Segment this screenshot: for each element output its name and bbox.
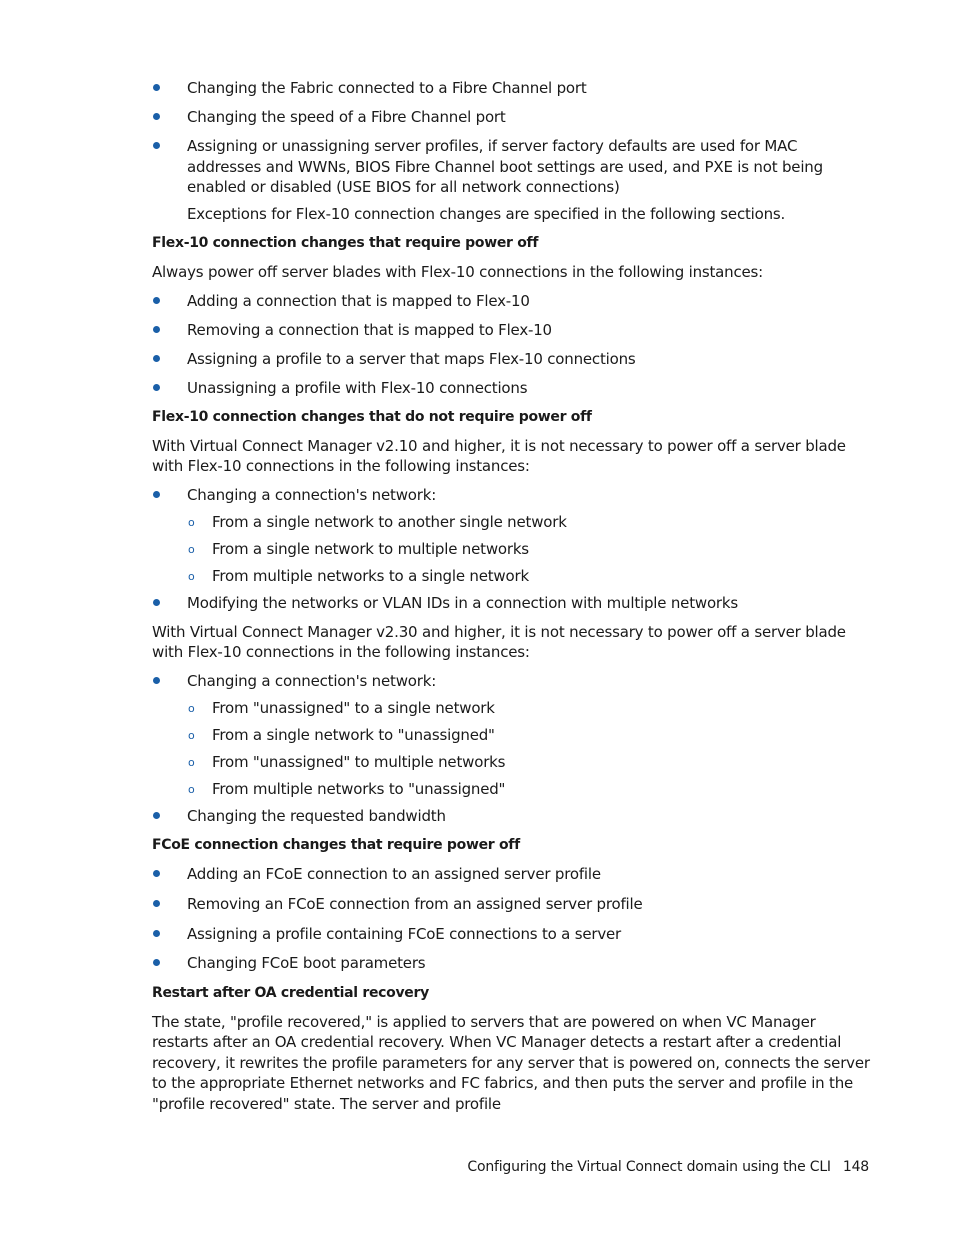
- sub-list-item: o From multiple networks to "unassigned": [152, 779, 872, 800]
- sub-list-item: o From a single network to multiple networks: [152, 539, 872, 560]
- sub-list-item: o From "unassigned" to a single network: [152, 698, 872, 719]
- list-item: Changing the requested bandwidth: [152, 806, 872, 827]
- section-heading: Flex-10 connection changes that require power off: [152, 234, 539, 251]
- sub-list-item: o From "unassigned" to multiple networks: [152, 752, 872, 773]
- paragraph: With Virtual Connect Manager v2.10 and higher, it is not necessary to power off a server blade with Flex-10 connections in the following instances:: [152, 436, 846, 475]
- list-item: Changing a connection's network:: [152, 671, 872, 692]
- sub-list-item: o From a single network to another single network: [152, 512, 872, 533]
- list-item: Changing the Fabric connected to a Fibre Channel port: [152, 78, 872, 99]
- paragraph: Always power off server blades with Flex-10 connections in the following instances:: [152, 262, 764, 281]
- list-item: Adding an FCoE connection to an assigned server profile: [152, 864, 872, 885]
- list-item: Removing an FCoE connection from an assigned server profile: [152, 894, 872, 915]
- list-item: Assigning or unassigning server profiles, if server factory defaults are used for MAC addresses and WWNs, BIOS Fibre Channel boot settings are used, and PXE is not being enabled or disabled (USE BIOS for all network connections): [152, 136, 872, 198]
- sub-list-item: o From a single network to "unassigned": [152, 725, 872, 746]
- sub-list-item: o From multiple networks to a single network: [152, 566, 872, 587]
- section-heading: Restart after OA credential recovery: [152, 984, 429, 1001]
- list-item: Unassigning a profile with Flex-10 connections: [152, 378, 872, 399]
- list-item: Changing FCoE boot parameters: [152, 953, 872, 974]
- list-item: Assigning a profile containing FCoE connections to a server: [152, 924, 872, 945]
- list-item: Modifying the networks or VLAN IDs in a connection with multiple networks: [152, 593, 872, 614]
- list-item: Adding a connection that is mapped to Flex-10: [152, 291, 872, 312]
- note-paragraph: Exceptions for Flex-10 connection changes are specified in the following sections.: [187, 204, 786, 223]
- section-heading: FCoE connection changes that require power off: [152, 836, 520, 853]
- list-item: Changing the speed of a Fibre Channel port: [152, 107, 872, 128]
- page-footer: [467, 1157, 869, 1177]
- list-item: Assigning a profile to a server that maps Flex-10 connections: [152, 349, 872, 370]
- paragraph: The state, "profile recovered," is applied to servers that are powered on when VC Manager restarts after an OA credential recovery. When VC Manager detects a restart after a credential recovery, it rewrites the profile parameters for any server that is powered on, connects the server to the appropriate Ethernet networks and FC fabrics, and then puts the server and profile in the "profile recovered" state. The server and profile: [152, 1012, 870, 1113]
- footer-title: Configuring the Virtual Connect domain using the CLI: [467, 1159, 831, 1175]
- section-heading: Flex-10 connection changes that do not require power off: [152, 408, 592, 425]
- paragraph: With Virtual Connect Manager v2.30 and higher, it is not necessary to power off a server blade with Flex-10 connections in the following instances:: [152, 622, 846, 661]
- page-content: [152, 78, 872, 1123]
- list-item: Changing a connection's network:: [152, 485, 872, 506]
- list-item: Removing a connection that is mapped to Flex-10: [152, 320, 872, 341]
- page-number: 148: [842, 1159, 869, 1175]
